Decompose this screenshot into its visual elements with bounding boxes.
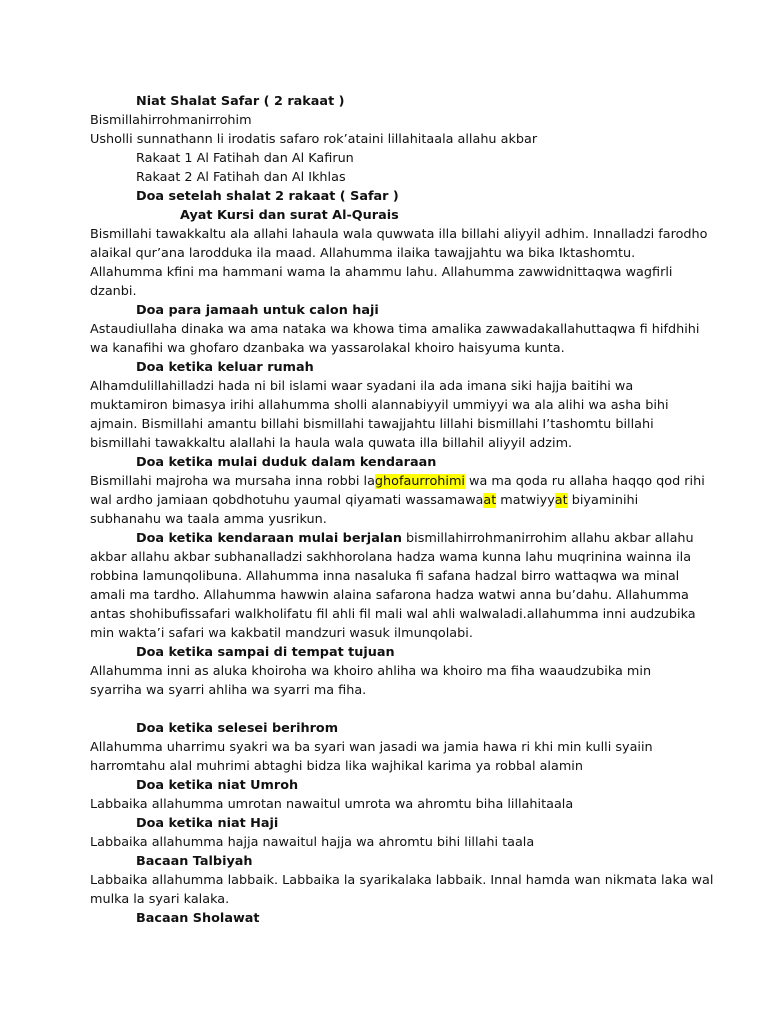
text-line: [90, 491, 690, 510]
section-title: Doa ketika kendaraan mulai berjalan: [136, 531, 402, 546]
text-line: Allahumma inni as aluka khoiroha wa khoiro ahliha wa khoiro ma fiha waaudzubika min: [90, 664, 652, 679]
text-line: ajmain. Bismillahi amantu billahi bismillahi tawajjahtu lillahi bismillahi I’tashomtu billahi: [90, 417, 654, 432]
text-run: Bismillahi majroha wa mursaha inna robbi la: [90, 474, 375, 489]
text-line: Allahumma uharrimu syakri wa ba syari wan jasadi wa jamia hawa ri khi min kulli syaiin: [90, 740, 653, 755]
text-run: matwiyy: [496, 493, 555, 508]
text-line: subhanahu wa taala amma yusrikun.: [90, 512, 327, 527]
text-line: akbar allahu akbar subhanalladzi sakhhorolana hadza wama kunna lahu muqrinina wainna ila: [90, 550, 692, 565]
section-title: Doa setelah shalat 2 rakaat ( Safar ): [136, 189, 399, 204]
text-line: Allahumma kfini ma hammani wama la ahammu lahu. Allahumma zawwidnittaqwa wagfirli: [90, 265, 673, 280]
highlighted-text: at: [483, 493, 497, 508]
section-title: Niat Shalat Safar ( 2 rakaat ): [136, 94, 345, 109]
section-title: Doa para jamaah untuk calon haji: [136, 303, 379, 318]
section-title: Doa ketika niat Haji: [136, 816, 279, 831]
text-line: Bismillahi tawakkaltu ala allahi lahaula wala quwwata illa billahi aliyyil adhim. Innalladzi farodho: [90, 227, 708, 242]
text-line: antas shohibufissafari walkholifatu fil ahli fil mali wal ahli walwaladi.allahumma inni audzubika: [90, 607, 696, 622]
section-title: Bacaan Talbiyah: [136, 854, 253, 869]
section-title: Doa ketika niat Umroh: [136, 778, 299, 793]
text-run: wal ardho jamiaan qobdhotuhu yaumal qiyamati wassamawa: [90, 493, 484, 508]
text-line: Labbaika allahumma labbaik. Labbaika la syarikalaka labbaik. Innal hamda wan nikmata laka wal: [90, 873, 714, 888]
text-line: muktamiron bimasya irihi allahumma sholli alannabiyyil ummiyyi wa ala alihi wa asha bihi: [90, 398, 669, 413]
text-line: Labbaika allahumma hajja nawaitul hajja wa ahromtu bihi lillahi taala: [90, 835, 535, 850]
section-title: Doa ketika sampai di tempat tujuan: [136, 645, 395, 660]
text-line: min wakta’i safari wa kakbatil mandzuri wasuk ilmunqolabi.: [90, 626, 473, 641]
text-line: amali ma tardho. Allahumma hawwin alaina safarona hadza watwi anna bu’dahu. Allahumma: [90, 588, 689, 603]
section-subtitle: Ayat Kursi dan surat Al-Qurais: [180, 208, 399, 223]
text-run: biyaminihi: [567, 493, 639, 508]
section-title: Doa ketika selesei berihrom: [136, 721, 339, 736]
text-line: robbina lamunqolibuna. Allahumma inna nasaluka fi safana hadzal birro wattaqwa wa minal: [90, 569, 680, 584]
document-page: [90, 92, 714, 928]
text-line: harromtahu alal muhrimi abtaghi bidza lika wajhikal karima ya robbal alamin: [90, 759, 583, 774]
text-run: bismillahirrohmanirrohim allahu akbar allahu: [401, 531, 694, 546]
text-line: Bismillahirrohmanirrohim: [90, 113, 252, 128]
text-line: [90, 472, 705, 491]
text-line: alaikal qur’ana larodduka ila maad. Allahumma ilaika tawajjahtu wa bika Iktashomtu.: [90, 246, 636, 261]
text-run: wa ma qoda ru allaha haqqo qod rihi: [464, 474, 705, 489]
text-line: bismillahi tawakkaltu alallahi la haula wala quwata illa billahil aliyyil adzim.: [90, 436, 573, 451]
text-line: Usholli sunnathann li irodatis safaro rok’ataini lillahitaala allahu akbar: [90, 132, 538, 147]
text-line: Rakaat 1 Al Fatihah dan Al Kafirun: [136, 151, 354, 166]
text-line: Astaudiullaha dinaka wa ama nataka wa khowa tima amalika zawwadakallahuttaqwa fi hifdhihi: [90, 322, 700, 337]
text-line: Alhamdulillahilladzi hada ni bil islami waar syadani ila ada imana siki hajja baitihi wa: [90, 379, 634, 394]
highlighted-text: ghofaurrohimi: [374, 474, 465, 489]
text-line: syarriha wa syarri ahliha wa syarri ma fiha.: [90, 683, 367, 698]
section-title: Doa ketika keluar rumah: [136, 360, 314, 375]
text-line: [90, 529, 694, 548]
text-line: Rakaat 2 Al Fatihah dan Al Ikhlas: [136, 170, 346, 185]
text-line: dzanbi.: [90, 284, 137, 299]
blank-line: [90, 700, 690, 719]
text-line: mulka la syari kalaka.: [90, 892, 230, 907]
highlighted-text: at: [554, 493, 568, 508]
section-title: Bacaan Sholawat: [136, 911, 260, 926]
text-line: wa kanafihi wa ghofaro dzanbaka wa yassarolakal khoiro haisyuma kunta.: [90, 341, 565, 356]
section-title: Doa ketika mulai duduk dalam kendaraan: [136, 455, 437, 470]
text-line: Labbaika allahumma umrotan nawaitul umrota wa ahromtu biha lillahitaala: [90, 797, 574, 812]
